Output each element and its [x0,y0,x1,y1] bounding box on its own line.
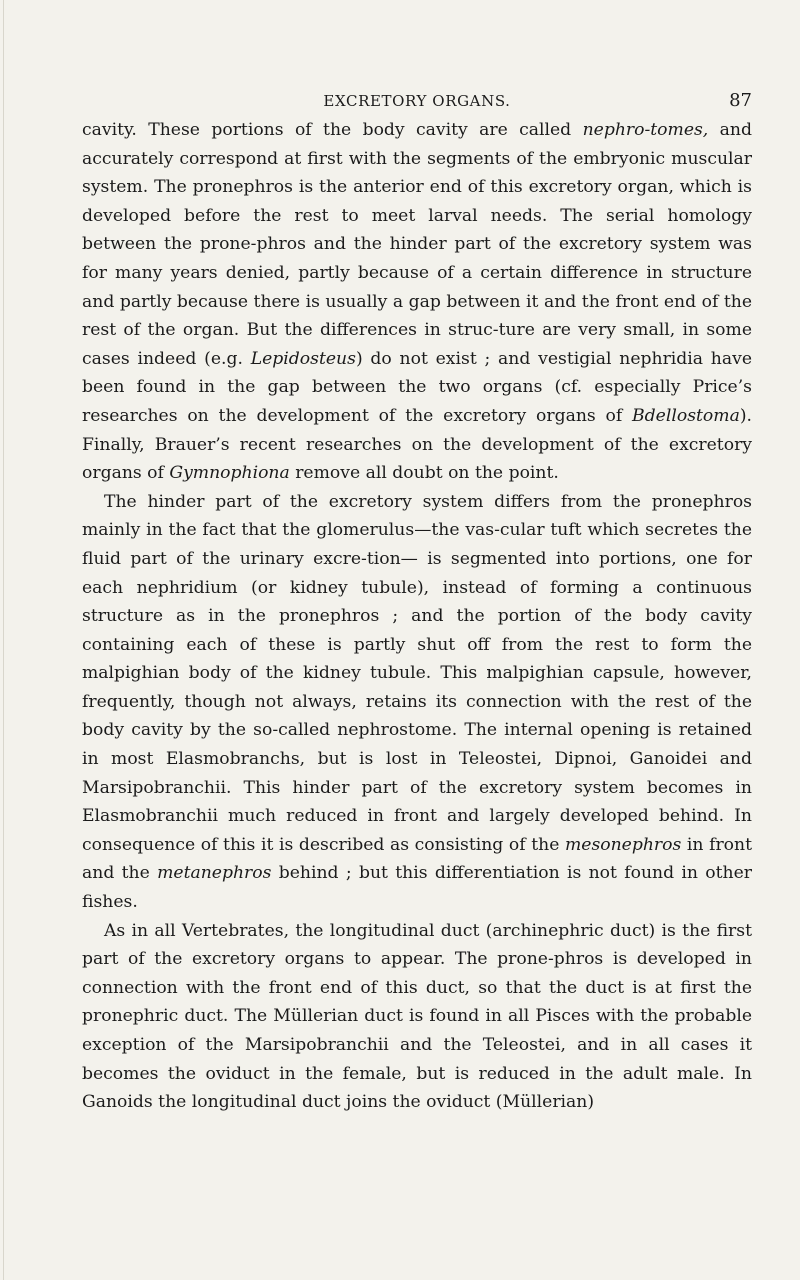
paragraph-1 [82,116,752,488]
text-run: The hinder part of the excretory system differs from the pronephros mainly in the fact that the glomerulus—the vas-cular tuft which secretes the fluid part of the urinary excre-tion— is segmented into portions, one for each nephridium (or kidney tubule), instead of forming a continuous structure as in the pronephros ; and the portion of the body cavity containing each of these is partly shut off from the rest to form the malpighian body of the kidney tubule. This malpighian capsule, however, frequently, though not always, retains its connection with the rest of the body cavity by the so-called nephrostome. The internal opening is retained in most Elasmobranchs, but is lost in Teleostei, Dipnoi, Ganoidei and Marsipobranchii. This hinder part of the excretory system becomes in Elasmobranchii much reduced in front and largely developed behind. In consequence of this it is described as consisting of the [82,491,752,855]
page-header [82,90,752,114]
italic-term: Gymnophiona [169,463,290,484]
text-run: cavity. These portions of the body cavity are called [82,120,583,140]
text-run: ) do not exist ; and vestigial nephridia have been found in the gap between the two organs (cf. especially Price’s researches on the development of the excretory organs of [82,348,753,426]
italic-term: nephro-tomes, [582,120,709,140]
italic-term: mesonephros [564,834,682,855]
page-edge [3,0,4,1280]
text-run: and accurately correspond at first with the segments of the embryonic muscular system. The pronephros is the anterior end of this excretory organ, which is developed before the rest to meet larval needs. The serial homology between the prone-phros and the hinder part of the excretory system was for many years denied, partly because of a certain difference in structure and partly because there is usually a gap between it and the front end of the rest of the organ. But the differences in struc-ture are very small, in some cases indeed (e.g. [82,120,752,369]
text-run: As in all Vertebrates, the longitudinal duct (archinephric duct) is the first part of the excretory organs to appear. The prone-phros is developed in connection with the front end of this duct, so that the duct is at first the pronephric duct. The Müllerian duct is found in all Pisces with the probable exception of the Marsipobranchii and the Teleostei, and in all cases it becomes the oviduct in the female, but is reduced in the adult male. In Ganoids the longitudinal duct joins the oviduct (Müllerian) [82,920,752,1113]
italic-term: metanephros [157,863,272,884]
body-text [82,116,752,1117]
text-run: ). Finally, Brauer’s recent researches on the development of the excretory organs of [82,405,752,484]
paragraph-2 [82,488,752,917]
paragraph-3 [82,917,752,1117]
italic-term: Lepidosteus [250,348,356,369]
text-run: in front and the [82,834,752,884]
running-head: EXCRETORY ORGANS. [323,92,511,110]
page-number: 87 [729,90,752,111]
text-run: remove all doubt on the point. [289,463,559,484]
text-run: behind ; but this differentiation is not found in other fishes. [82,863,752,913]
italic-term: Bdellostoma [632,405,740,426]
